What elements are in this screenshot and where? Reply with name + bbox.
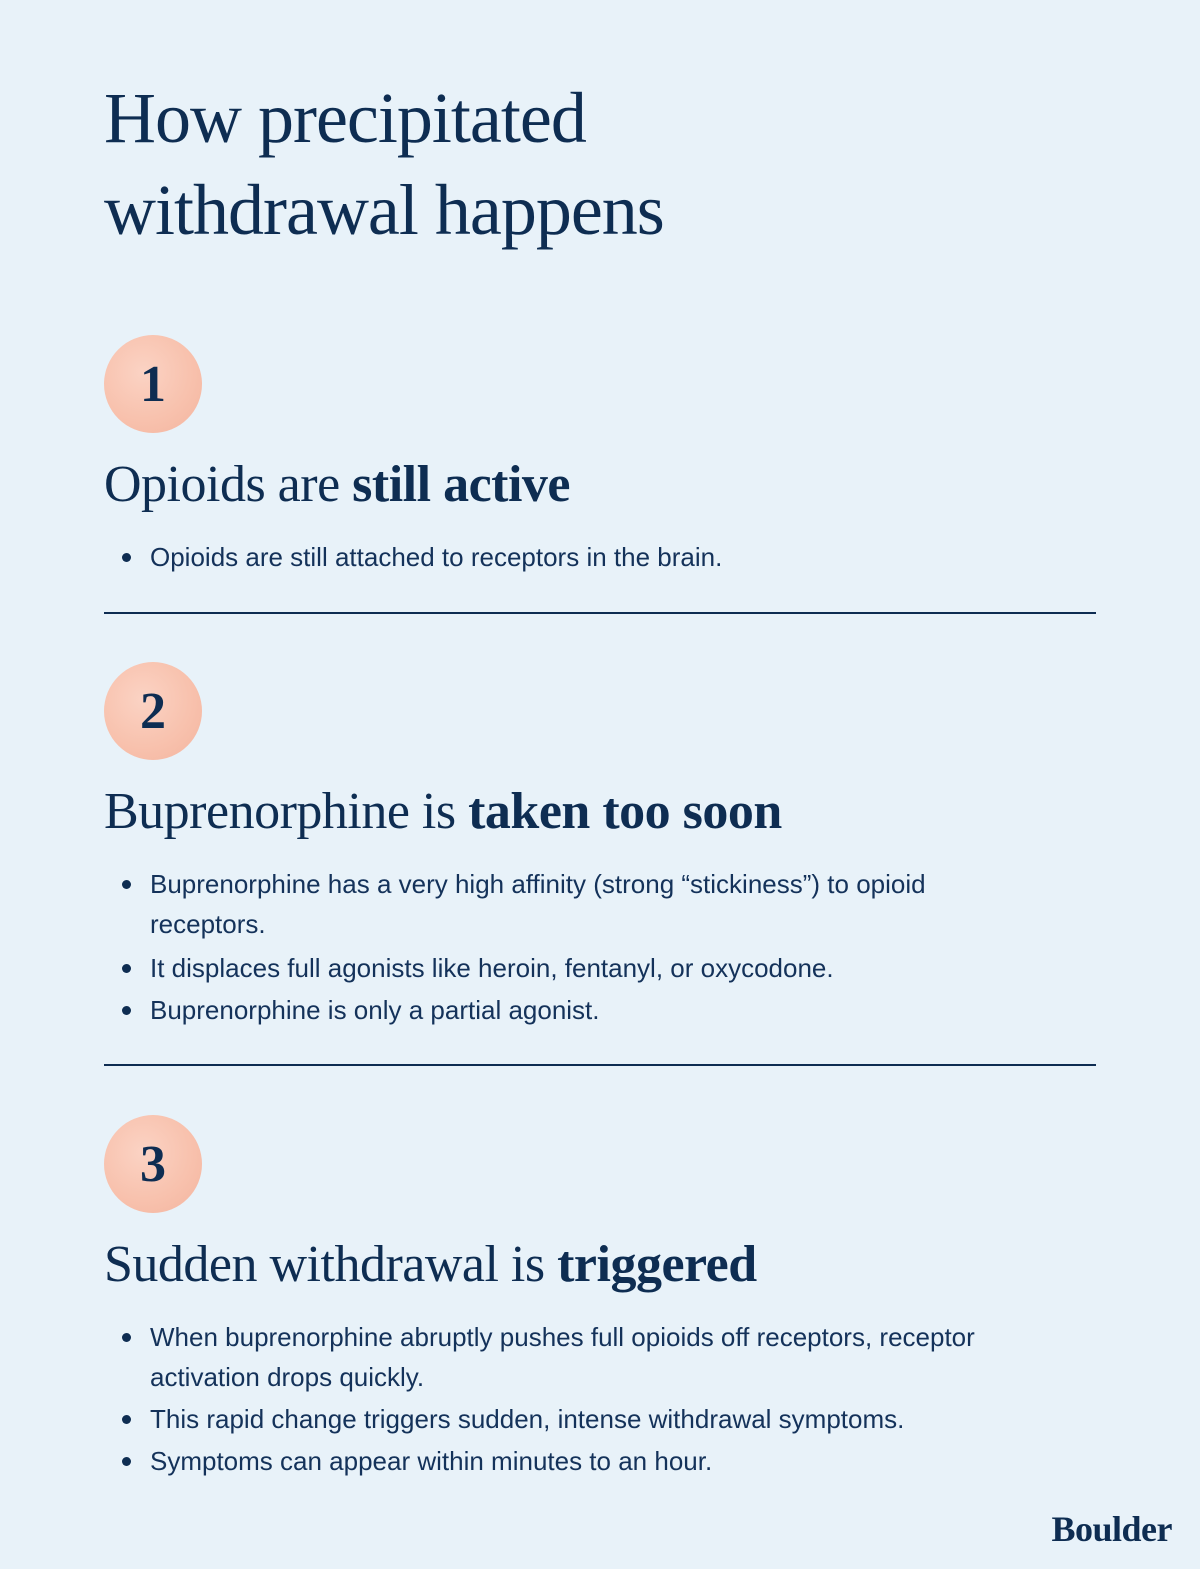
section-divider <box>104 1064 1096 1066</box>
step-number-badge: 2 <box>104 662 202 760</box>
bullet-item: Opioids are still attached to receptors in the brain. <box>104 537 1010 577</box>
bullet-item: This rapid change triggers sudden, intense withdrawal symptoms. <box>104 1399 1010 1439</box>
page-title-line-2: withdrawal happens <box>104 170 664 250</box>
step-bullet-list <box>104 1317 1096 1481</box>
step-2 <box>104 662 1096 1030</box>
step-bullet-list <box>104 864 1096 1030</box>
page-title <box>104 72 664 256</box>
step-heading-bold: taken too soon <box>468 783 782 840</box>
step-number-badge: 1 <box>104 335 202 433</box>
bullet-item: Buprenorphine has a very high affinity (strong “stickiness”) to opioid receptors. <box>104 864 1010 944</box>
bullet-item: It displaces full agonists like heroin, fentanyl, or oxycodone. <box>104 948 1010 988</box>
step-heading-bold: triggered <box>557 1236 757 1293</box>
step-heading-regular: Sudden withdrawal is <box>104 1236 558 1293</box>
step-heading <box>104 455 1096 515</box>
step-heading-bold: still active <box>352 456 570 513</box>
step-heading <box>104 782 1096 842</box>
step-3 <box>104 1115 1096 1481</box>
step-heading <box>104 1235 1096 1295</box>
step-bullet-list <box>104 537 1096 577</box>
step-number-badge: 3 <box>104 1115 202 1213</box>
bullet-item: Buprenorphine is only a partial agonist. <box>104 990 1010 1030</box>
section-divider <box>104 612 1096 614</box>
page-title-line-1: How precipitated <box>104 78 586 158</box>
brand-logo: Boulder <box>1051 1509 1172 1549</box>
step-heading-regular: Opioids are <box>104 456 353 513</box>
step-heading-regular: Buprenorphine is <box>104 783 469 840</box>
step-1 <box>104 335 1096 577</box>
bullet-item: When buprenorphine abruptly pushes full opioids off receptors, receptor activation drops quickly. <box>104 1317 1010 1397</box>
bullet-item: Symptoms can appear within minutes to an hour. <box>104 1441 1010 1481</box>
